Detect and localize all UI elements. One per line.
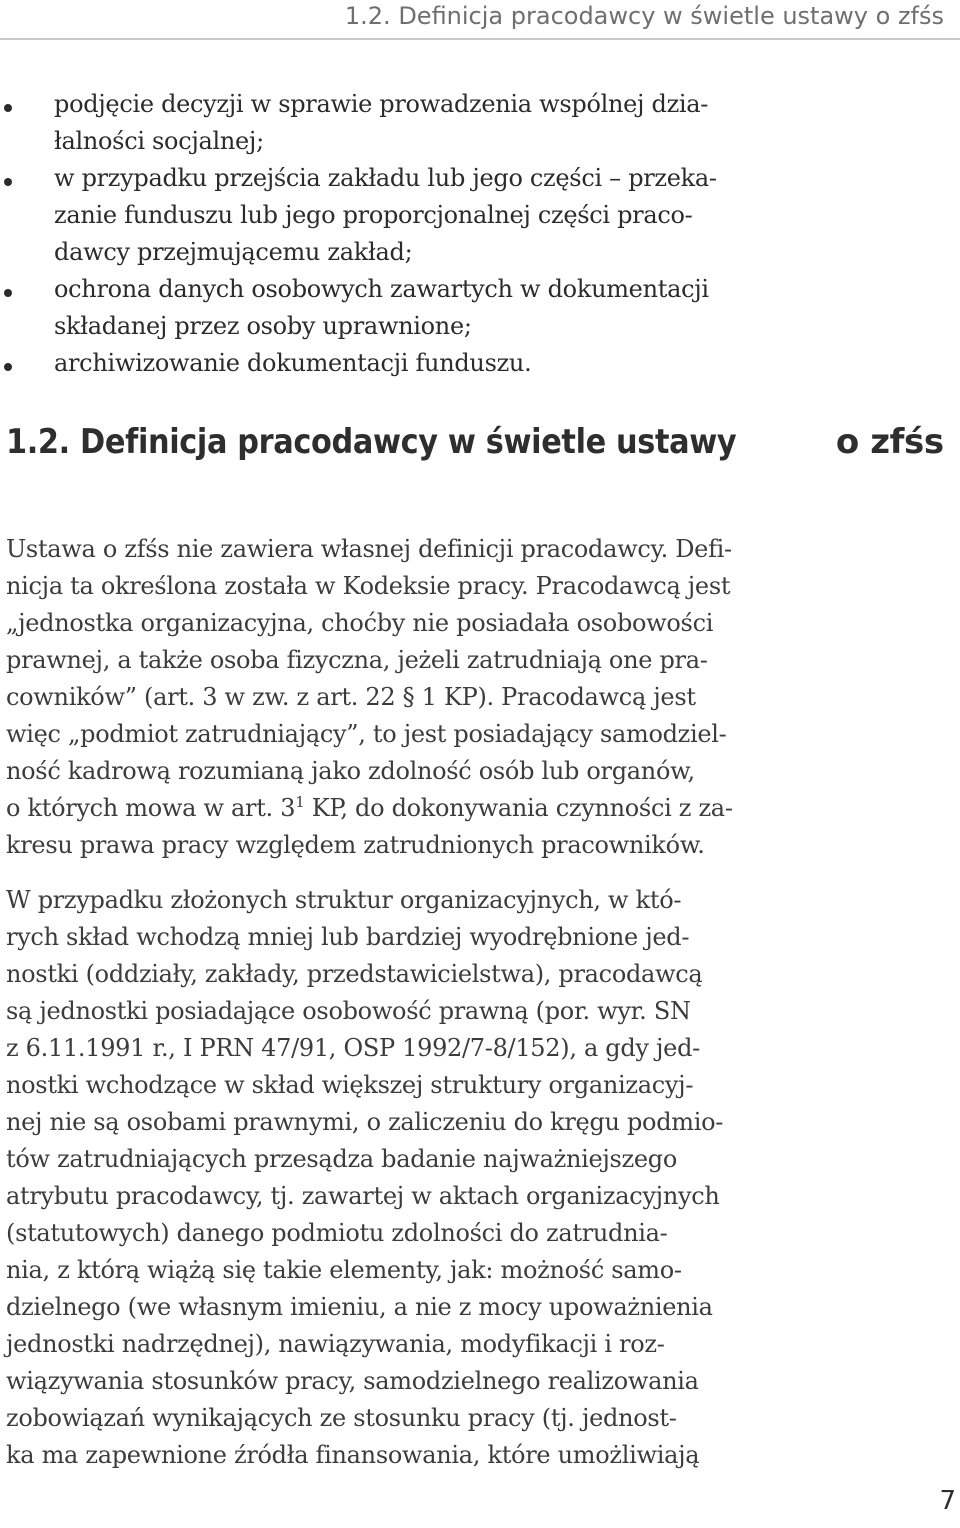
paragraph-line: z 6.11.1991 r., I PRN 47/91, OSP 1992/7-8/152), a gdy jed-	[6, 1034, 700, 1062]
paragraph-line: nej nie są osobami prawnymi, o zaliczeniu do kręgu podmio-	[6, 1108, 724, 1136]
section-heading-line: o zfśs	[835, 422, 944, 462]
paragraph-line: wiązywania stosunków pracy, samodzielnego realizowania	[6, 1367, 699, 1395]
bullet-line: w przypadku przejścia zakładu lub jego części – przeka-	[54, 164, 717, 192]
paragraph-line: prawnej, a także osoba fizyczna, jeżeli zatrudniają one pra-	[6, 646, 708, 674]
page-number: 7	[939, 1486, 956, 1516]
bullet-line: ochrona danych osobowych zawartych w dokumentacji	[54, 275, 709, 303]
paragraph-line: ność kadrową rozumianą jako zdolność osób lub organów,	[6, 757, 695, 785]
bullet-icon	[4, 289, 12, 297]
paragraph-line: nia, z którą wiążą się takie elementy, jak: możność samo-	[6, 1256, 682, 1284]
paragraph-line: więc „podmiot zatrudniający”, to jest posiadający samodziel-	[6, 720, 727, 748]
paragraph-line: Ustawa o zfśs nie zawiera własnej definicji pracodawcy. Defi-	[6, 535, 732, 563]
bullet-line: podjęcie decyzji w sprawie prowadzenia wspólnej dzia-	[54, 90, 709, 118]
bullet-line: składanej przez osoby uprawnione;	[54, 312, 472, 340]
bullet-line: archiwizowanie dokumentacji funduszu.	[54, 349, 532, 377]
paragraph-line: „jednostka organizacyjna, choćby nie posiadała osobowości	[6, 609, 714, 637]
paragraph-line: zobowiązań wynikających ze stosunku pracy (tj. jednost-	[6, 1404, 677, 1432]
section-heading-line: 1.2. Definicja pracodawcy w świetle ustawy	[6, 422, 737, 462]
paragraph-line: jednostki nadrzędnej), nawiązywania, modyfikacji i roz-	[6, 1330, 665, 1358]
running-header	[0, 0, 960, 38]
section-heading	[6, 420, 944, 465]
paragraph-line: atrybutu pracodawcy, tj. zawartej w aktach organizacyjnych	[6, 1182, 720, 1210]
paragraph-line: kresu prawa pracy względem zatrudnionych pracowników.	[6, 831, 705, 859]
bullet-line: łalności socjalnej;	[54, 127, 264, 155]
paragraph-line: tów zatrudniających przesądza badanie najważniejszego	[6, 1145, 677, 1173]
paragraph-line: W przypadku złożonych struktur organizacyjnych, w któ-	[6, 886, 682, 914]
paragraph-line: są jednostki posiadające osobowość prawną (por. wyr. SN	[6, 997, 691, 1025]
bullet-icon	[4, 178, 12, 186]
paragraph-line-text: o których mowa w art. 3	[6, 794, 296, 822]
bullet-icon	[4, 363, 12, 371]
paragraph-line: dzielnego (we własnym imieniu, a nie z mocy upoważnienia	[6, 1293, 713, 1321]
paragraph-line: rych skład wchodzą mniej lub bardziej wyodrębnione jed-	[6, 923, 690, 951]
paragraph-line: cowników” (art. 3 w zw. z art. 22 § 1 KP). Pracodawcą jest	[6, 683, 696, 711]
paragraph-line: nostki wchodzące w skład większej struktury organizacyj-	[6, 1071, 694, 1099]
paragraph-line: (statutowych) danego podmiotu zdolności do zatrudnia-	[6, 1219, 668, 1247]
paragraph-line: nicja ta określona została w Kodeksie pracy. Pracodawcą jest	[6, 572, 731, 600]
paragraph-line-text: KP, do dokonywania czynności z za-	[304, 794, 733, 822]
bullet-line: zanie funduszu lub jego proporcjonalnej części praco-	[54, 201, 693, 229]
paragraph-line: ka ma zapewnione źródła finansowania, które umożliwiają	[6, 1441, 700, 1469]
bullet-line: dawcy przejmującemu zakład;	[54, 238, 413, 266]
paragraph-line: nostki (oddziały, zakłady, przedstawicielstwa), pracodawcą	[6, 960, 703, 988]
running-title: 1.2. Definicja pracodawcy w świetle ustawy o zfśs	[344, 2, 944, 30]
header-divider	[0, 38, 960, 40]
paragraph-line	[6, 790, 733, 827]
superscript-number: 1	[295, 793, 305, 811]
bullet-icon	[4, 104, 12, 112]
